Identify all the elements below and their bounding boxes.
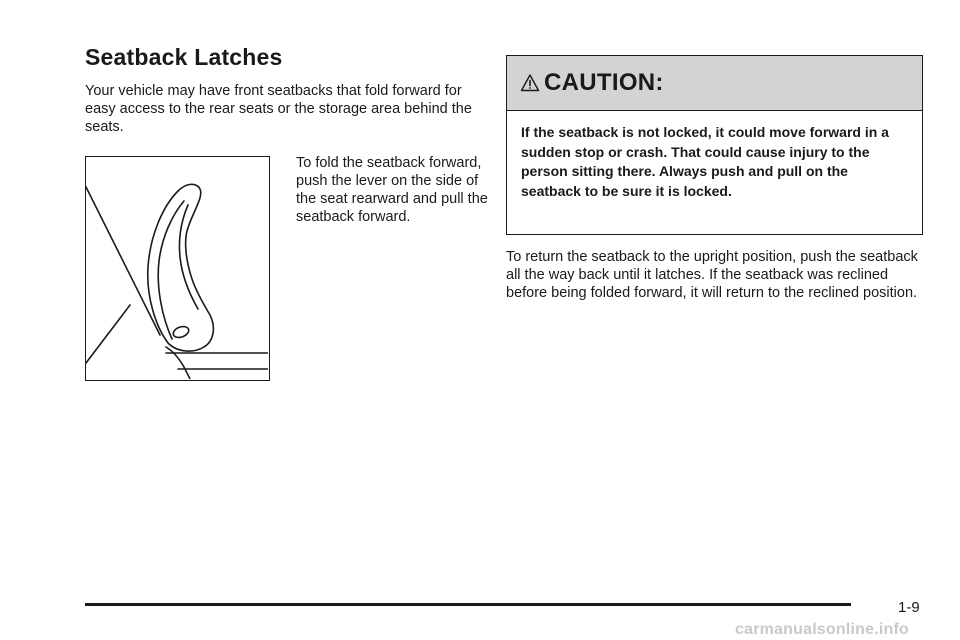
intro-paragraph: Your vehicle may have front seatbacks that fold forward for easy access to the rear seats or the storage area behind the seats. <box>85 83 472 135</box>
page-number: 1-9 <box>898 599 920 616</box>
fold-instructions: To fold the seatback forward, push the lever on the side of the seat rearward and pull the seatback forward. <box>296 155 488 225</box>
lever-inner-contour-2 <box>179 205 198 309</box>
lever-pivot-hole <box>172 325 190 340</box>
lever-drawing <box>86 157 268 379</box>
lever-inner-contour <box>158 201 184 339</box>
caution-header <box>507 56 922 111</box>
return-instructions: To return the seatback to the upright position, push the seatback all the way back until it latches. If the seatback was reclined before being folded forward, it will return to the reclined position. <box>506 249 918 301</box>
caution-box <box>506 55 923 235</box>
lever-outline <box>148 184 214 351</box>
warning-triangle-icon <box>520 73 540 93</box>
seatback-lever-illustration <box>85 156 270 381</box>
section-title: Seatback Latches <box>85 44 283 70</box>
footer-rule <box>85 603 851 606</box>
watermark: carmanualsonline.info <box>735 621 910 638</box>
seat-frame-line-lower <box>86 305 130 363</box>
caution-title: CAUTION: <box>544 69 664 96</box>
caution-body: If the seatback is not locked, it could move forward in a sudden stop or crash. That could cause injury to the person sitting there. Always push and pull on the seatback to be sure it is locked. <box>521 124 889 199</box>
